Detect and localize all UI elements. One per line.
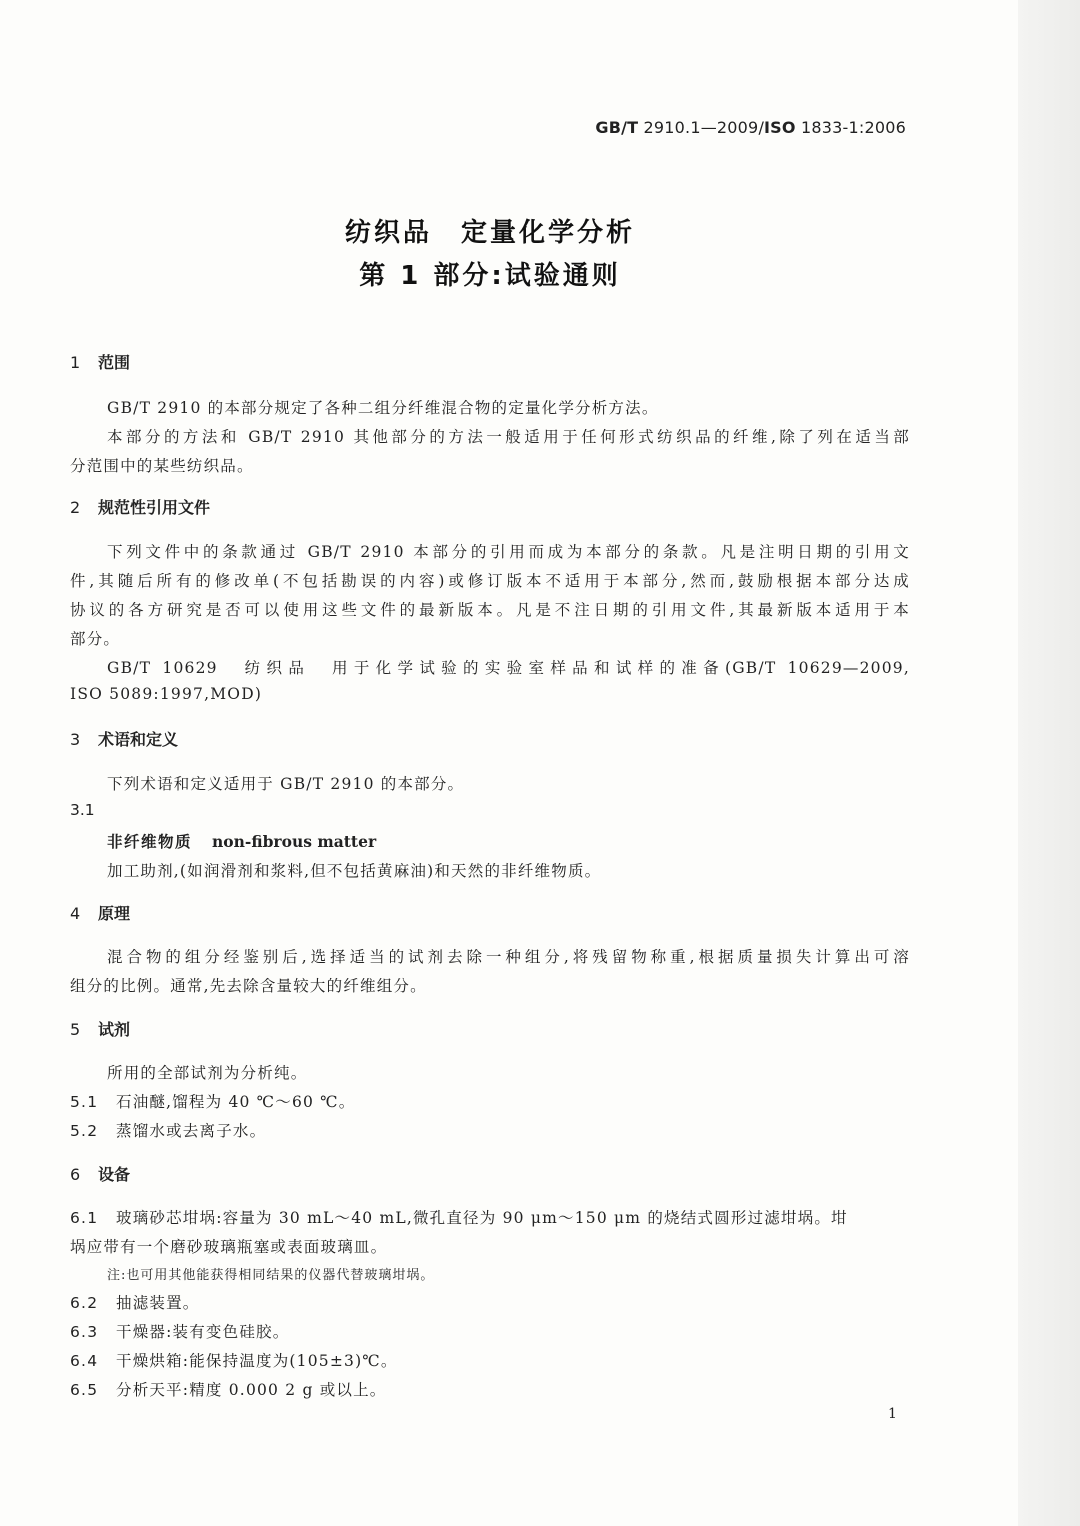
page-title-line1: 纺织品 定量化学分析 <box>344 218 635 248</box>
page-number: 1 <box>888 1406 897 1422</box>
page-title-line2: 第 1 部分:试验通则 <box>359 261 621 291</box>
paragraph: 所用的全部试剂为分析纯。 <box>107 1064 308 1082</box>
section-heading-6 <box>70 1162 130 1185</box>
item-text: 抽滤装置。 <box>116 1294 200 1312</box>
item-number: 5.2 <box>70 1122 99 1140</box>
paragraph: 下列文件中的条款通过 GB/T 2910 本部分的引用而成为本部分的条款。凡是注明日期的引用文 <box>107 543 910 561</box>
reference-entry: ISO 5089:1997,MOD) <box>70 685 263 703</box>
section-title: 规范性引用文件 <box>98 498 211 517</box>
item-number: 6.4 <box>70 1352 99 1370</box>
paragraph: 部分。 <box>70 630 121 648</box>
item-text: 蒸馏水或去离子水。 <box>116 1122 267 1140</box>
item-text: 干燥烘箱:能保持温度为(105±3)℃。 <box>116 1352 398 1370</box>
standard-code <box>595 118 906 137</box>
item-text: 分析天平:精度 0.000 2 g 或以上。 <box>116 1381 387 1399</box>
section-number: 1 <box>70 353 81 372</box>
section-heading-4 <box>70 901 130 924</box>
section-number: 5 <box>70 1020 81 1039</box>
section-heading-2 <box>70 495 210 518</box>
page-edge-shadow <box>1018 0 1080 1526</box>
list-item <box>70 1349 398 1371</box>
code-iso-main: 1833-1:2006 <box>795 118 906 137</box>
term-chinese: 非纤维物质 <box>107 833 193 851</box>
section-title: 术语和定义 <box>98 730 179 749</box>
item-number: 6.3 <box>70 1323 99 1341</box>
paragraph: 下列术语和定义适用于 GB/T 2910 的本部分。 <box>107 775 465 793</box>
item-number: 6.2 <box>70 1294 99 1312</box>
list-item <box>70 1320 289 1342</box>
list-item <box>70 1206 910 1228</box>
paragraph: 混合物的组分经鉴别后,选择适当的试剂去除一种组分,将残留物称重,根据质量损失计算出可溶 <box>107 948 910 966</box>
section-heading-5 <box>70 1017 130 1040</box>
section-number: 2 <box>70 498 81 517</box>
paragraph: 本部分的方法和 GB/T 2910 其他部分的方法一般适用于任何形式纺织品的纤维,除了列在适当部 <box>107 428 910 446</box>
section-title: 原理 <box>98 904 131 923</box>
section-title: 设备 <box>98 1165 131 1184</box>
item-number: 6.1 <box>70 1209 99 1227</box>
section-number: 4 <box>70 904 81 923</box>
code-prefix: GB/T <box>595 118 639 137</box>
paragraph: 协议的各方研究是否可以使用这些文件的最新版本。凡是不注日期的引用文件,其最新版本适用于本 <box>70 601 910 619</box>
term-english: non-fibrous matter <box>212 832 377 851</box>
list-item <box>70 1119 266 1141</box>
list-item <box>70 1090 355 1112</box>
code-iso-prefix: ISO <box>764 118 796 137</box>
section-heading-3 <box>70 727 178 750</box>
code-main: 2910.1—2009/ <box>638 118 765 137</box>
item-number: 5.1 <box>70 1093 99 1111</box>
section-number: 3 <box>70 730 81 749</box>
paragraph: 分范围中的某些纺织品。 <box>70 457 254 475</box>
term-entry <box>107 830 376 852</box>
paragraph: GB/T 2910 的本部分规定了各种二组分纤维混合物的定量化学分析方法。 <box>107 399 659 417</box>
section-title: 范围 <box>98 353 131 372</box>
section-number: 6 <box>70 1165 81 1184</box>
list-item <box>70 1378 387 1400</box>
section-heading-1 <box>70 350 130 373</box>
term-definition: 加工助剂,(如润滑剂和浆料,但不包括黄麻油)和天然的非纤维物质。 <box>107 862 602 880</box>
item-text: 干燥器:装有变色硅胶。 <box>116 1323 290 1341</box>
item-text: 玻璃砂芯坩埚:容量为 30 mL～40 mL,微孔直径为 90 μm～150 μm 的烧结式圆形过滤坩埚。坩 <box>116 1209 848 1227</box>
note: 注:也可用其他能获得相同结果的仪器代替玻璃坩埚。 <box>107 1268 435 1283</box>
section-title: 试剂 <box>98 1020 131 1039</box>
paragraph: 组分的比例。通常,先去除含量较大的纤维组分。 <box>70 977 427 995</box>
item-text-continued: 埚应带有一个磨砂玻璃瓶塞或表面玻璃皿。 <box>70 1238 388 1256</box>
reference-entry: GB/T 10629 纺织品 用于化学试验的实验室样品和试样的准备(GB/T 10629—2009, <box>107 659 910 677</box>
item-text: 石油醚,馏程为 40 ℃～60 ℃。 <box>116 1093 356 1111</box>
item-number: 6.5 <box>70 1381 99 1399</box>
paragraph: 件,其随后所有的修改单(不包括勘误的内容)或修订版本不适用于本部分,然而,鼓励根据本部分达成 <box>70 572 910 590</box>
list-item <box>70 1291 200 1313</box>
subclause-number: 3.1 <box>70 801 95 819</box>
